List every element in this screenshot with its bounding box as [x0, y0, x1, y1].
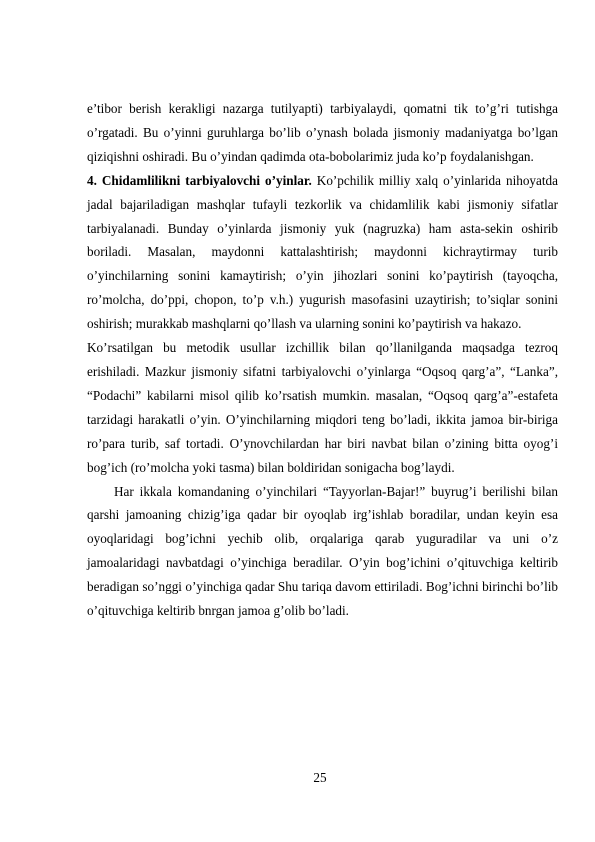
paragraph-4: Har ikkala komandaning o’yinchilari “Tayyorlan-Bajar!” buyrug’i berilishi bilan qarshi jamoaning chizig’iga qadar bir oyoqlab irg’ishlab boradilar, undan keyin esa oyoqlaridagi bog’ichni yechib olib, orqalariga qarab yuguradilar va uni o’z jamoalaridagi navbatdagi o’yinchiga beradilar. O’yin bog’ichini o’qituvchiga keltirib beradigan so’nggi o’yinchiga qadar Shu tariqa davom ettiriladi. Bog’ichni birinchi bo’lib o’qituvchiga keltirib bnrgan jamoa g’olib bo’ladi.: [87, 483, 558, 619]
paragraph-3: Ko’rsatilgan bu metodik usullar izchillik bilan qo’llanilganda maqsadga tezroq erishiladi. Mazkur jismoniy sifatni tarbiyalovchi o’yinlarga “Oqsoq qarg’a”, “Lanka”, “Podachi” kabilarni misol qilib ko’rsatish mumkin. masalan, “Oqsoq qarg’a”-estafeta tarzidagi harakatli o’yin. O’yinchilarning miqdori teng bo’ladi, ikkita jamoa bir-biriga ro’para turib, saf tortadi. O’ynovchilardan har biri navbat bilan o’zining bitta oyog’i bog’ich (ro’molcha yoki tasma) bilan boldiridan sonigacha bog’laydi.: [87, 340, 558, 475]
paragraph-2: [87, 169, 558, 336]
paragraph-1: e’tibor berish kerakligi nazarga tutilyapti) tarbiyalaydi, qomatni tik to’g’ri tutishga o’rgatadi. Bu o’yinni guruhlarga bo’lib o’ynash bolada jismoniy madaniyatga bo’lgan qiziqishni oshiradi. Bu o’yindan qadimda ota-bobolarimiz juda ko’p foydalanishgan.: [87, 101, 558, 164]
paragraph-2-body: Ko’pchilik milliy xalq o’yinlarida nihoyatda jadal bajariladigan mashqlar tufayli tezkorlik va chidamlilik kabi jismoniy sifatlar tarbiyalanadi. Bunday o’yinlarda jismoniy yuk (nagruzka) ham asta-sekin oshirib boriladi. Masalan, maydonni kattalashtirish; maydonni kichraytirmay turib o’yinchilarning sonini kamaytirish; o’yin jihozlari sonini ko’paytirish (tayoqcha, ro’molcha, do’ppi, chopon, to’p v.h.) yugurish masofasini uzaytirish; to’siqlar sonini oshirish; murakkab mashqlarni qo’llash va ularning sonini ko’paytirish va hakazo.: [87, 172, 558, 332]
document-body: [87, 97, 558, 623]
page-number: 25: [313, 770, 327, 785]
section-heading: 4. Chidamlilikni tarbiyalovchi o’yinlar.: [87, 172, 312, 188]
